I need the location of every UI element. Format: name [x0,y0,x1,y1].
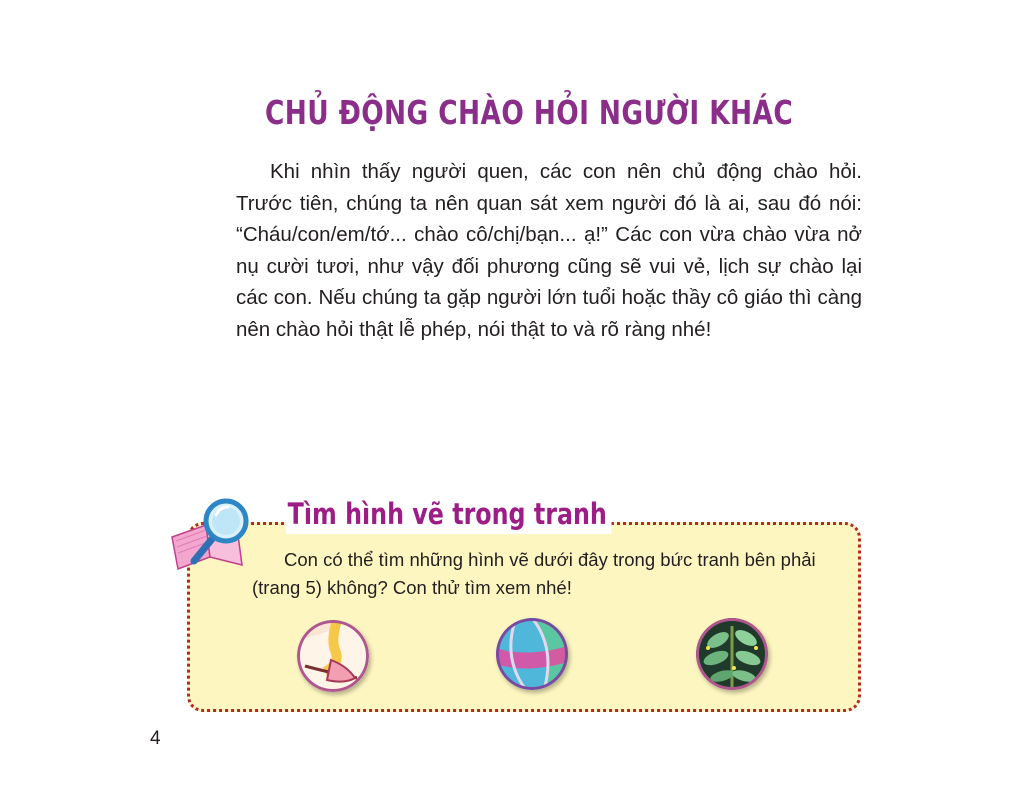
activity-instruction: Con có thể tìm những hình vẽ dưới đây trong bức tranh bên phải (trang 5) không? Con thử tìm xem nhé! [252,549,816,598]
leaf-plant-icon [696,618,768,690]
page-number: 4 [150,728,161,749]
body-paragraph: Khi nhìn thấy người quen, các con nên chủ động chào hỏi. Trước tiên, chúng ta nên quan sát xem người đó là ai, sau đó nói: “Cháu/con/em/tớ... chào cô/chị/bạn... ạ!” Các con vừa chào vừa nở nụ cười tươi, như vậy đối phương cũng sẽ vui vẻ, lịch sự chào lại các con. Nếu chúng ta gặp người lớn tuổi hoặc thầy cô giáo thì càng nên chào hỏi thật lễ phép, nói thật to và rõ ràng nhé! [236,160,862,341]
bag-strap-detail-icon [297,620,369,692]
page-heading: CHỦ ĐỘNG CHÀO HỎI NGƯỜI KHÁC [265,93,794,132]
magnifier-book-icon [168,497,258,573]
activity-title: Tìm hình vẽ trong tranh [286,494,612,534]
striped-ball-icon [496,618,568,690]
